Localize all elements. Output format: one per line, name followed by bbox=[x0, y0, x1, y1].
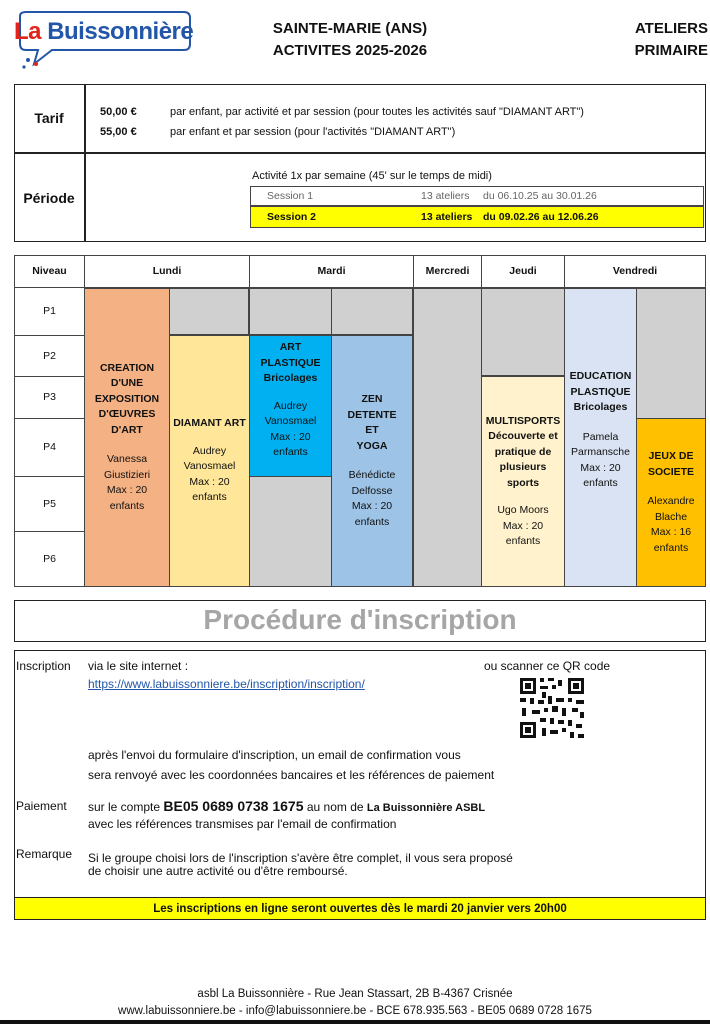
activity-zen-yoga: ZEN DETENTE ET YOGA Bénédicte Delfosse Max : 20 enfants bbox=[331, 335, 413, 587]
paiement-label: Paiement bbox=[16, 799, 67, 813]
level-p1: P1 bbox=[14, 287, 85, 336]
header-mercredi: Mercredi bbox=[413, 255, 482, 288]
qr-code-icon[interactable] bbox=[518, 676, 586, 740]
activity-multisports: MULTISPORTS Découverte et pratique de plusieurs sports Ugo Moors Max : 20 enfants bbox=[481, 376, 565, 587]
tarif-desc-2: par enfant et par session (pour l'activités "DIAMANT ART") bbox=[170, 126, 456, 138]
asbl-name: La Buissonnière ASBL bbox=[366, 802, 486, 814]
school-title: SAINTE-MARIE (ANS) bbox=[272, 20, 428, 37]
header-mardi: Mardi bbox=[249, 255, 414, 288]
inscription-text: via le site internet : bbox=[88, 659, 189, 673]
header-niveau: Niveau bbox=[14, 255, 85, 288]
tarif-desc-1: par enfant, par activité et par session (pour toutes les activités sauf "DIAMANT ART") bbox=[170, 106, 584, 118]
inscription-link[interactable]: https://www.labuissonniere.be/inscription/inscription/ bbox=[88, 677, 365, 691]
level-p4: P4 bbox=[14, 418, 85, 477]
qr-text: ou scanner ce QR code bbox=[484, 659, 611, 673]
periode-intro: Activité 1x par semaine (45' sur le temps de midi) bbox=[252, 170, 492, 182]
empty-slot bbox=[169, 288, 249, 335]
footer-address: asbl La Buissonnière - Rue Jean Stassart, 2B B-4367 Crisnée bbox=[197, 988, 513, 1000]
activity-creation: CREATION D'UNE EXPOSITION D'ŒUVRES D'ART Vanessa Giustizieri Max : 20 enfants bbox=[84, 288, 170, 587]
header-center bbox=[230, 18, 470, 62]
session-2-row: Session 2 13 ateliers du 09.02.26 au 12.06.26 bbox=[250, 206, 704, 228]
session-1-row: Session 1 13 ateliers du 06.10.25 au 30.01.26 bbox=[250, 186, 704, 206]
activity-art-plastique: ART PLASTIQUE Bricolages Audrey Vanosmael Max : 20 enfants bbox=[249, 335, 332, 477]
remarque-line-1: Si le groupe choisi lors de l'inscription s'avère être complet, il vous sera proposé bbox=[88, 851, 513, 865]
paiement-line-1: sur le compte BE05 0689 0738 1675 au nom de La Buissonnière ASBL bbox=[88, 798, 486, 814]
remarque-line-2: de choisir une autre activité ou d'être remboursé. bbox=[88, 864, 348, 878]
header-vendredi: Vendredi bbox=[564, 255, 706, 288]
year-title: ACTIVITES 2025-2026 bbox=[272, 42, 428, 59]
header-lundi: Lundi bbox=[84, 255, 250, 288]
header-jeudi: Jeudi bbox=[481, 255, 565, 288]
level-p5: P5 bbox=[14, 476, 85, 532]
activity-jeux-societe: JEUX DE SOCIETE Alexandre Blache Max : 16 enfants bbox=[636, 418, 706, 587]
procedure-title: Procédure d'inscription bbox=[203, 604, 517, 635]
empty-slot-mercredi bbox=[413, 288, 482, 587]
level-p2: P2 bbox=[14, 335, 85, 377]
header-right: ATELIERS PRIMAIRE bbox=[634, 20, 708, 59]
empty-slot bbox=[249, 288, 332, 335]
tarif-price-1: 50,00 € bbox=[100, 106, 137, 118]
registration-banner: Les inscriptions en ligne seront ouvertes dès le mardi 20 janvier vers 20h00 bbox=[14, 897, 706, 920]
account-number: BE05 0689 0738 1675 bbox=[163, 798, 304, 814]
periode-label: Période bbox=[23, 190, 75, 206]
footer-contact: www.labuissonniere.be - info@labuissonniere.be - BCE 678.935.563 - BE05 0689 0728 1675 bbox=[118, 1005, 592, 1017]
activity-diamant-art: DIAMANT ART Audrey Vanosmael Max : 20 enfants bbox=[169, 335, 250, 587]
empty-slot bbox=[636, 288, 706, 419]
paiement-line-2: avec les références transmises par l'email de confirmation bbox=[88, 817, 397, 831]
tarif-label: Tarif bbox=[34, 110, 64, 126]
level-p6: P6 bbox=[14, 531, 85, 587]
empty-slot bbox=[331, 288, 413, 335]
inscription-label: Inscription bbox=[16, 659, 71, 673]
level-p3: P3 bbox=[14, 376, 85, 419]
activity-education-plastique: EDUCATION PLASTIQUE Bricolages Pamela Parmansche Max : 20 enfants bbox=[564, 288, 637, 587]
confirm-line-1: après l'envoi du formulaire d'inscription, un email de confirmation vous bbox=[88, 748, 461, 762]
empty-slot bbox=[249, 476, 332, 587]
confirm-line-2: sera renvoyé avec les coordonnées bancaires et les références de paiement bbox=[88, 768, 495, 782]
remarque-label: Remarque bbox=[16, 847, 73, 861]
tarif-price-2: 55,00 € bbox=[100, 126, 137, 138]
logo-text: La Buissonnière bbox=[14, 18, 194, 45]
empty-slot bbox=[481, 288, 565, 376]
